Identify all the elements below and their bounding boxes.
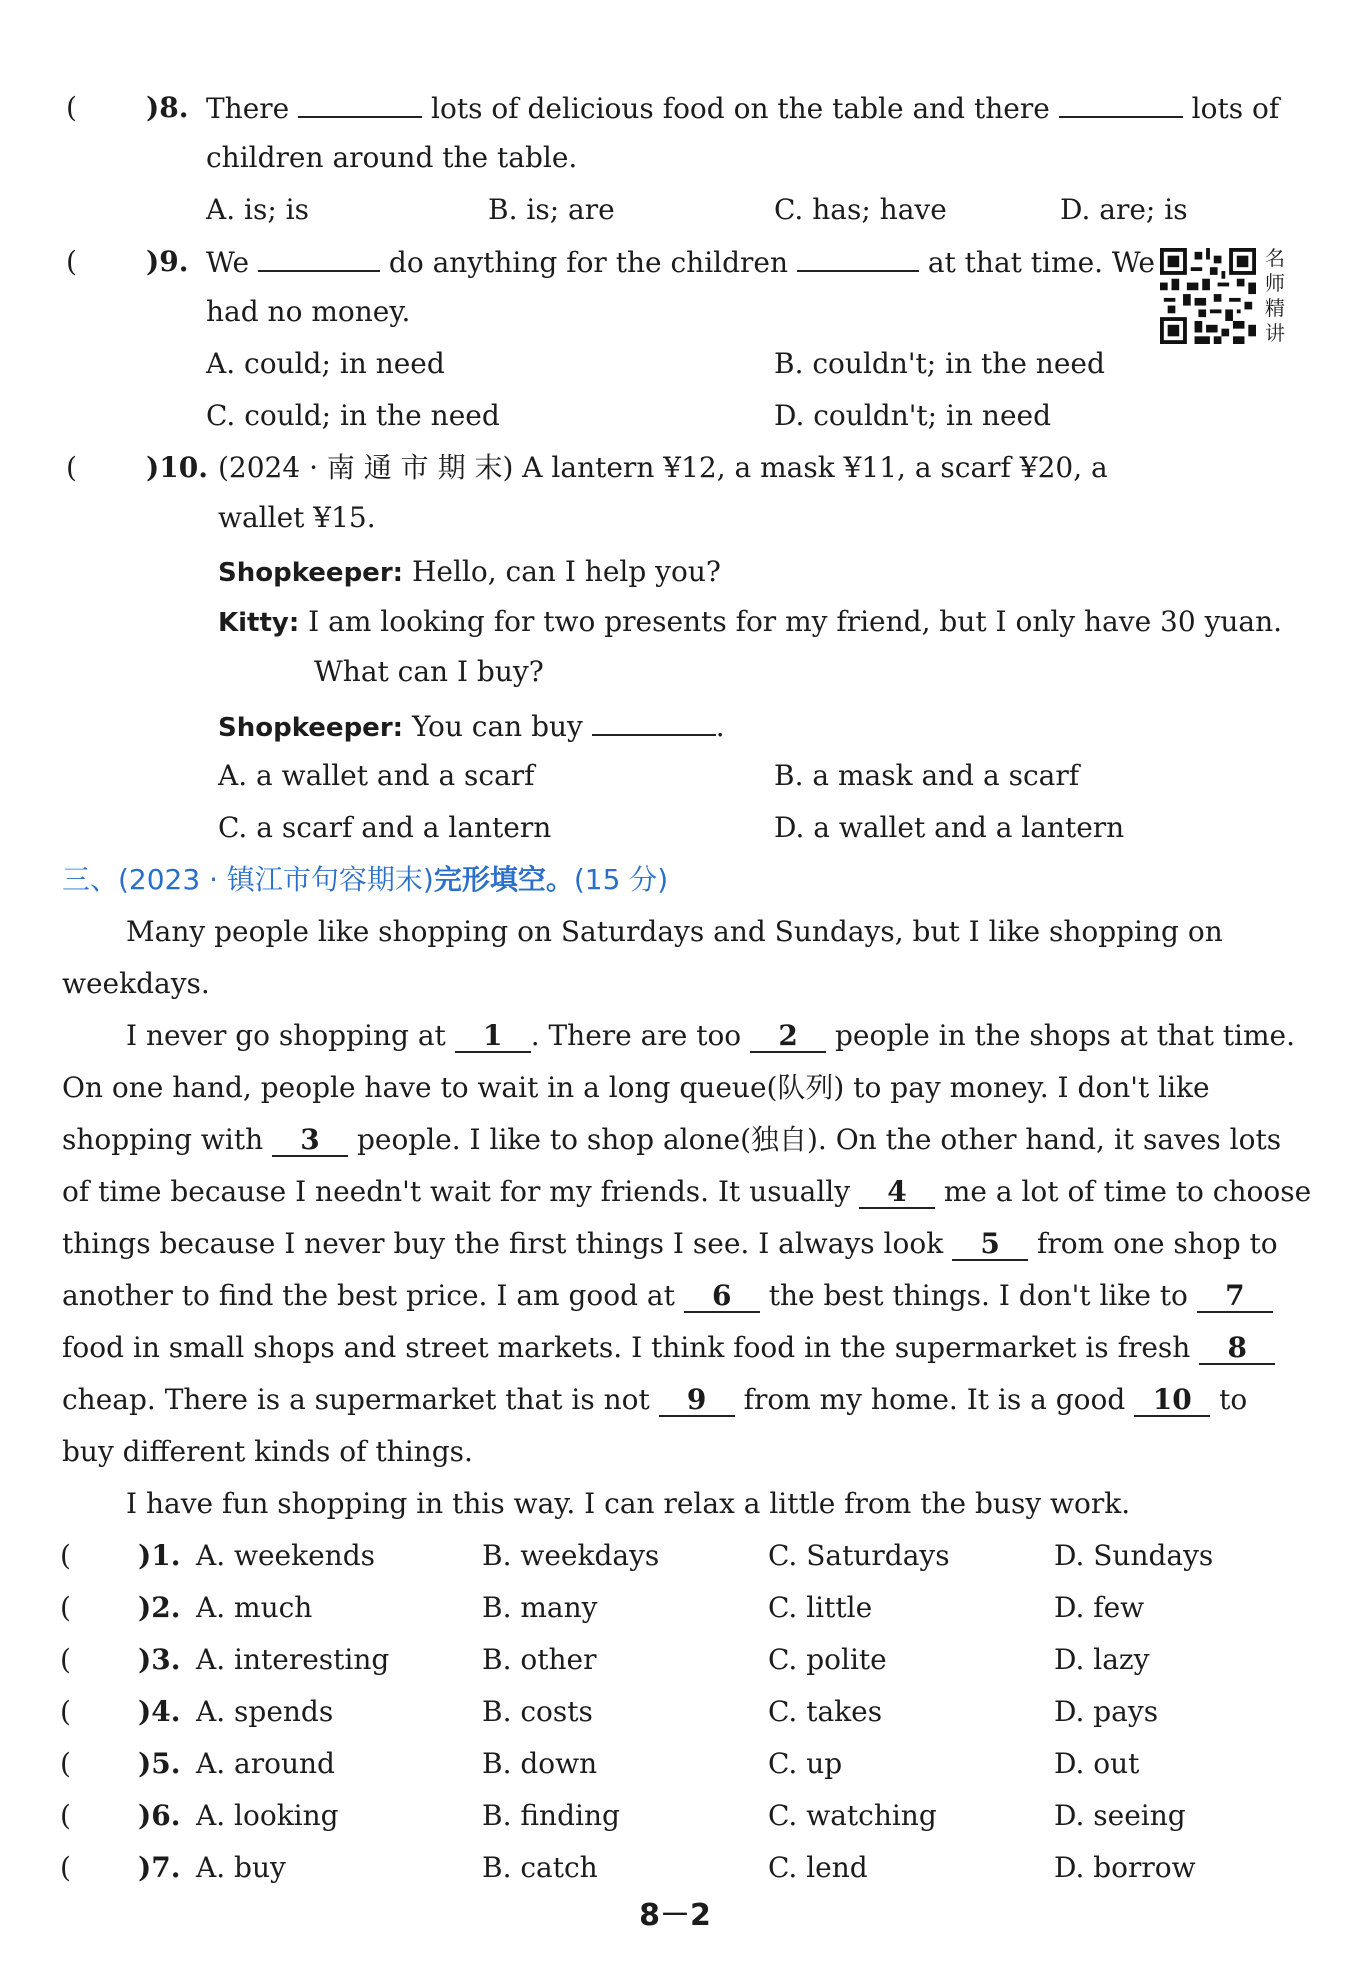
option-a: A. could; in need: [206, 347, 445, 380]
passage-line: Many people like shopping on Saturdays and Sundays, but I like shopping on: [126, 915, 1223, 948]
dialogue-text: Hello, can I help you?: [411, 555, 721, 588]
cloze-question-number: )6.: [138, 1799, 181, 1832]
cloze-option-b: B. costs: [482, 1695, 593, 1728]
qr-label-char: 名: [1265, 246, 1285, 270]
cloze-option-a: A. weekends: [196, 1539, 375, 1572]
cloze-blank-8[interactable]: 8: [1199, 1333, 1275, 1365]
answer-paren: (: [66, 451, 77, 484]
answer-blank[interactable]: [592, 706, 716, 736]
cloze-option-c: C. takes: [768, 1695, 883, 1728]
qr-label: [1262, 246, 1288, 346]
cloze-option-b: B. catch: [482, 1851, 598, 1884]
text: the best things. I don't like to: [768, 1279, 1188, 1312]
text: from my home. It is a good: [743, 1383, 1126, 1416]
qr-label-char: 精: [1265, 296, 1285, 320]
passage-line: [62, 1120, 1281, 1160]
question-10-line-1: (2024 · 南 通 市 期 末) A lantern ¥12, a mask ¥11, a scarf ¥20, a: [218, 451, 1108, 484]
qr-code-icon[interactable]: [1160, 248, 1256, 344]
text: people in the shops at that time.: [834, 1019, 1295, 1052]
cloze-question-number: )1.: [138, 1539, 181, 1572]
cloze-option-a: A. spends: [196, 1695, 334, 1728]
cloze-option-d: D. lazy: [1054, 1643, 1150, 1676]
option-d: D. a wallet and a lantern: [774, 811, 1125, 844]
cloze-option-a: A. looking: [196, 1799, 339, 1832]
cloze-option-b: B. down: [482, 1747, 598, 1780]
text: of time because I needn't wait for my friends. It usually: [62, 1175, 851, 1208]
answer-blank[interactable]: [298, 88, 422, 118]
option-b: B. couldn't; in the need: [774, 347, 1105, 380]
dialogue-line: [218, 706, 725, 748]
cloze-option-a: A. buy: [196, 1851, 286, 1884]
text: food in small shops and street markets. I think food in the supermarket is fresh: [62, 1331, 1191, 1364]
cloze-option-d: D. few: [1054, 1591, 1145, 1624]
answer-paren: (: [60, 1799, 71, 1832]
passage-line: [62, 1328, 1275, 1368]
cloze-option-d: D. Sundays: [1054, 1539, 1214, 1572]
cloze-option-a: A. around: [196, 1747, 335, 1780]
heading-score: (15 分): [573, 863, 669, 896]
answer-blank[interactable]: [797, 242, 919, 272]
cloze-option-b: B. other: [482, 1643, 597, 1676]
text: at that time. We: [927, 246, 1155, 279]
cloze-question-number: )3.: [138, 1643, 181, 1676]
cloze-option-c: C. little: [768, 1591, 873, 1624]
cloze-option-c: C. polite: [768, 1643, 887, 1676]
dialogue-continuation: What can I buy?: [314, 655, 544, 688]
qr-label-char: 讲: [1265, 321, 1285, 345]
text: lots of: [1191, 92, 1280, 125]
cloze-option-c: C. lend: [768, 1851, 868, 1884]
question-9-line-2: had no money.: [206, 295, 411, 328]
question-number: )8.: [146, 91, 189, 124]
question-number: )9.: [146, 245, 189, 278]
cloze-option-c: C. up: [768, 1747, 843, 1780]
question-8-line-1: [206, 88, 1279, 129]
option-c: C. has; have: [774, 193, 947, 226]
passage-line: [62, 1172, 1311, 1212]
option-d: D. couldn't; in need: [774, 399, 1052, 432]
cloze-question-number: )5.: [138, 1747, 181, 1780]
text: There: [206, 92, 290, 125]
cloze-blank-5[interactable]: 5: [952, 1229, 1028, 1261]
passage-line: [126, 1016, 1295, 1056]
dialogue-text: I am looking for two presents for my friend, but I only have 30 yuan.: [308, 605, 1283, 638]
cloze-question-number: )7.: [138, 1851, 181, 1884]
option-b: B. is; are: [488, 193, 615, 226]
question-number: )10.: [146, 451, 208, 484]
question-8-line-2: children around the table.: [206, 141, 578, 174]
option-b: B. a mask and a scarf: [774, 759, 1080, 792]
option-a: A. a wallet and a scarf: [218, 759, 535, 792]
option-c: C. could; in the need: [206, 399, 500, 432]
passage-line: I have fun shopping in this way. I can relax a little from the busy work.: [126, 1487, 1131, 1520]
dialogue-line: [218, 602, 1282, 643]
cloze-option-b: B. finding: [482, 1799, 620, 1832]
cloze-blank-9[interactable]: 9: [659, 1385, 735, 1417]
text: things because I never buy the first things I see. I always look: [62, 1227, 944, 1260]
cloze-blank-10[interactable]: 10: [1134, 1385, 1210, 1417]
option-d: D. are; is: [1060, 193, 1188, 226]
speaker-name: Shopkeeper:: [218, 713, 404, 743]
section-heading: [62, 860, 668, 900]
cloze-blank-2[interactable]: 2: [750, 1021, 826, 1053]
speaker-name: Shopkeeper:: [218, 558, 404, 588]
passage-line: [62, 1276, 1273, 1316]
cloze-option-b: B. many: [482, 1591, 598, 1624]
answer-paren: (: [60, 1591, 71, 1624]
option-c: C. a scarf and a lantern: [218, 811, 552, 844]
text: lots of delicious food on the table and there: [431, 92, 1050, 125]
page-number: 8－2: [639, 1898, 711, 1933]
passage-line: On one hand, people have to wait in a long queue(队列) to pay money. I don't like: [62, 1071, 1210, 1104]
cloze-option-d: D. borrow: [1054, 1851, 1196, 1884]
answer-paren: (: [60, 1695, 71, 1728]
text: We: [206, 246, 250, 279]
cloze-option-a: A. much: [196, 1591, 313, 1624]
cloze-option-b: B. weekdays: [482, 1539, 660, 1572]
text: me a lot of time to choose: [943, 1175, 1312, 1208]
text: another to find the best price. I am good at: [62, 1279, 675, 1312]
dialogue-text: You can buy: [411, 710, 583, 743]
cloze-blank-4[interactable]: 4: [859, 1177, 935, 1209]
text: . There are too: [530, 1019, 742, 1052]
heading-title: 完形填空。: [433, 863, 574, 896]
text: to: [1219, 1383, 1248, 1416]
speaker-name: Kitty:: [218, 608, 300, 638]
question-9-line-1: [206, 242, 1155, 283]
passage-line: buy different kinds of things.: [62, 1435, 473, 1468]
answer-blank[interactable]: [1059, 88, 1183, 118]
cloze-blank-6[interactable]: 6: [684, 1281, 760, 1313]
heading-source: 三、(2023 · 镇江市句容期末): [62, 863, 434, 896]
text: people. I like to shop alone(独自). On the other hand, it saves lots: [356, 1123, 1282, 1156]
cloze-option-a: A. interesting: [196, 1643, 390, 1676]
cloze-blank-7[interactable]: 7: [1197, 1281, 1273, 1313]
passage-line: [62, 1224, 1278, 1264]
cloze-blank-3[interactable]: 3: [272, 1125, 348, 1157]
dialogue-line: [218, 552, 721, 593]
text: do anything for the children: [388, 246, 789, 279]
answer-blank[interactable]: [258, 242, 380, 272]
cloze-question-number: )4.: [138, 1695, 181, 1728]
cloze-blank-1[interactable]: 1: [455, 1021, 531, 1053]
cloze-option-c: C. watching: [768, 1799, 937, 1832]
qr-label-char: 师: [1265, 271, 1285, 295]
answer-paren: (: [60, 1851, 71, 1884]
cloze-option-d: D. seeing: [1054, 1799, 1186, 1832]
cloze-option-d: D. pays: [1054, 1695, 1159, 1728]
passage-line: [62, 1380, 1247, 1420]
passage-line: weekdays.: [62, 967, 210, 1000]
answer-paren: (: [60, 1747, 71, 1780]
cloze-option-c: C. Saturdays: [768, 1539, 950, 1572]
text: shopping with: [62, 1123, 264, 1156]
answer-paren: (: [60, 1539, 71, 1572]
text: .: [715, 710, 725, 743]
cloze-question-number: )2.: [138, 1591, 181, 1624]
text: from one shop to: [1037, 1227, 1278, 1260]
text: I never go shopping at: [126, 1019, 446, 1052]
text: cheap. There is a supermarket that is not: [62, 1383, 650, 1416]
answer-paren: (: [66, 91, 77, 124]
answer-paren: (: [66, 245, 77, 278]
cloze-option-d: D. out: [1054, 1747, 1140, 1780]
question-10-line-2: wallet ¥15.: [218, 501, 376, 534]
option-a: A. is; is: [206, 193, 310, 226]
answer-paren: (: [60, 1643, 71, 1676]
